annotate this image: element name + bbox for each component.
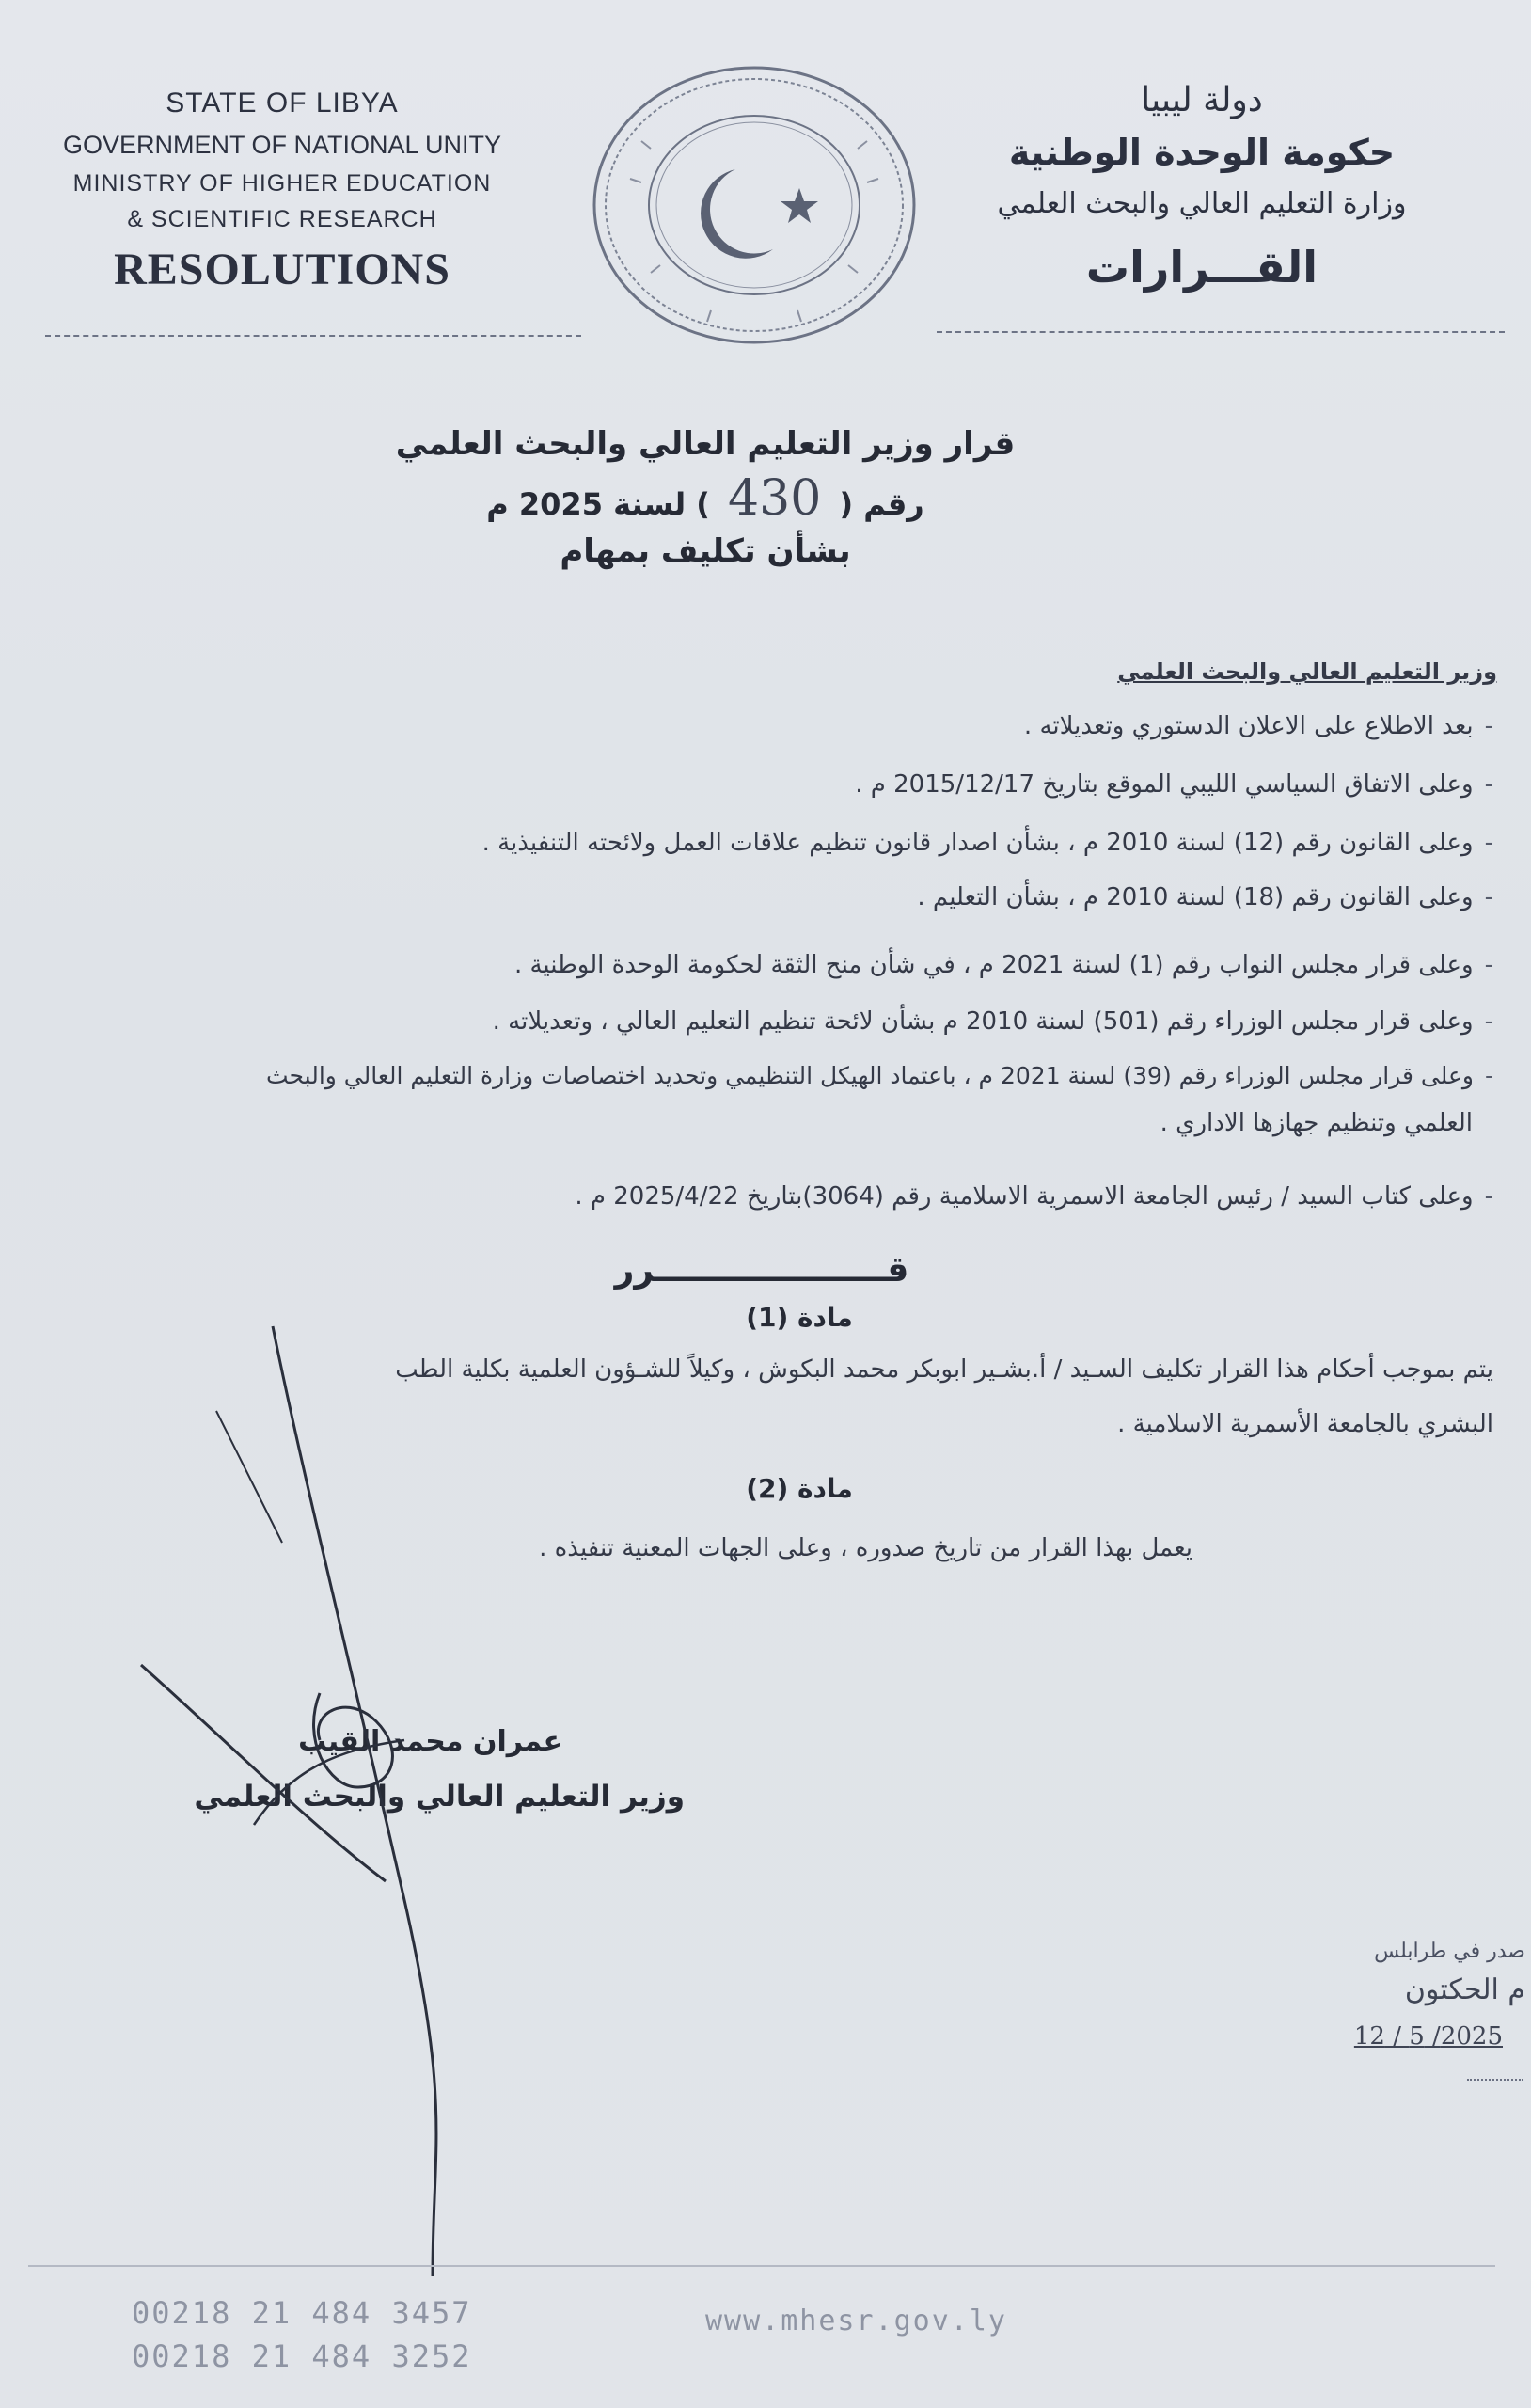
preamble-item-7: -وعلى قرار مجلس الوزراء رقم (39) لسنة 2021 م ، باعتماد الهيكل التنظيمي وتحديد اختصاصات وزارة التعليم العالي والبحث [265, 1062, 1493, 1089]
preamble-item-5: -وعلى قرار مجلس النواب رقم (1) لسنة 2021 م ، في شأن منح الثقة لحكومة الوحدة الوطنية . [513, 951, 1493, 979]
article-1-title: مادة (1) [746, 1302, 853, 1333]
state-seal-icon [585, 56, 923, 348]
registry-number: م الحكتون [1404, 1973, 1525, 2006]
arabic-letterhead [939, 75, 1465, 305]
registry-rule [1467, 2079, 1523, 2081]
number-prefix: رقم ( [839, 486, 924, 522]
preamble-heading: وزير التعليم العالي والبحث العلمي [1117, 658, 1497, 685]
footer-website: www.mhesr.gov.ly [705, 2305, 1007, 2337]
number-suffix: ) لسنة 2025 م [486, 486, 710, 522]
ar-resolutions: القـــرارات [1085, 242, 1318, 293]
article-2-title: مادة (2) [746, 1473, 853, 1504]
english-letterhead [38, 83, 527, 303]
article-1-text-cont: البشري بالجامعة الأسمرية الاسلامية . [1117, 1410, 1493, 1438]
decision-heading: قــــــــــــــــــــرر [614, 1251, 909, 1290]
registry-place: صدر في طرابلس [1374, 1940, 1525, 1963]
article-2-text: يعمل بهذا القرار من تاريخ صدوره ، وعلى الجهات المعنية تنفيذه . [539, 1534, 1192, 1562]
preamble-item-8: -وعلى كتاب السيد / رئيس الجامعة الاسمرية الاسلامية رقم (3064)بتاريخ 2025/4/22 م . [575, 1182, 1493, 1211]
header-rule-right [937, 331, 1505, 333]
resolution-number: 430 [728, 470, 822, 527]
preamble-item-6: -وعلى قرار مجلس الوزراء رقم (501) لسنة 2010 م بشأن لائحة تنظيم التعليم العالي ، وتعديلاته . [492, 1007, 1493, 1036]
resolution-number-line [282, 470, 1129, 527]
resolution-title: قرار وزير التعليم العالي والبحث العلمي [395, 425, 1016, 463]
en-ministry-cont: & SCIENTIFIC RESEARCH [127, 206, 437, 232]
footer-rule [28, 2265, 1495, 2267]
resolution-subject: بشأن تكليف بمهام [560, 532, 851, 570]
en-resolutions: RESOLUTIONS [114, 245, 450, 294]
preamble-item-2: -وعلى الاتفاق السياسي الليبي الموقع بتاريخ 2015/12/17 م . [855, 770, 1493, 799]
preamble-item-3: -وعلى القانون رقم (12) لسنة 2010 م ، بشأن اصدار قانون تنظيم علاقات العمل ولائحته التنفيذية . [481, 829, 1493, 857]
footer-phone-1: 00218 21 484 3457 [132, 2295, 472, 2331]
en-ministry: MINISTRY OF HIGHER EDUCATION [72, 170, 492, 197]
preamble-item-1: -بعد الاطلاع على الاعلان الدستوري وتعديلاته . [1023, 712, 1493, 740]
signatory-name: عمران محمد القيب [298, 1725, 562, 1758]
header-rule-left [45, 335, 581, 337]
ar-ministry: وزارة التعليم العالي والبحث العلمي [997, 187, 1407, 220]
handwritten-signature [122, 1298, 517, 2295]
ar-state: دولة ليبيا [1141, 81, 1263, 119]
signatory-title: وزير التعليم العالي والبحث العلمي [194, 1780, 685, 1814]
en-state: STATE OF LIBYA [166, 87, 399, 119]
en-government: GOVERNMENT OF NATIONAL UNITY [62, 131, 502, 159]
footer-phone-2: 00218 21 484 3252 [132, 2338, 472, 2374]
article-1-text: يتم بموجب أحكام هذا القرار تكليف السـيد / أ.بشـير ابوبكر محمد البكوش ، وكيلاً للشـؤون العلمية بكلية الطب [395, 1355, 1493, 1384]
registry-date: 2025/ 5 / 12 [1353, 2022, 1503, 2051]
preamble-item-4: -وعلى القانون رقم (18) لسنة 2010 م ، بشأن التعليم . [917, 883, 1493, 911]
ar-government: حكومة الوحدة الوطنية [1008, 132, 1396, 173]
preamble-item-7-cont: العلمي وتنظيم جهازها الاداري . [1160, 1109, 1473, 1137]
